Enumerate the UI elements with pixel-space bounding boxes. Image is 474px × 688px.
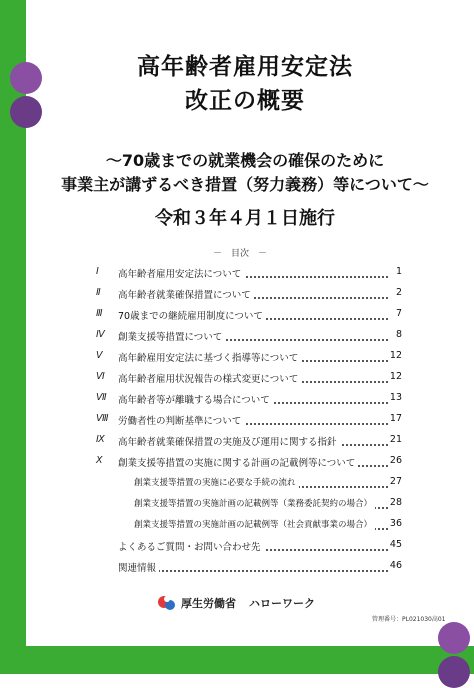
toc-item[interactable] (96, 287, 402, 308)
toc-sub-item-label: 創業支援等措置の実施計画の記載例等（社会貢献事業の場合） (134, 518, 375, 530)
toc-item-number: Ⅰ (96, 266, 99, 277)
toc-extra-item-page: 45 (389, 539, 402, 550)
toc-sub-item-label: 創業支援等措置の実施計画の記載例等（業務委託契約の場合） (134, 497, 375, 509)
table-of-contents (96, 266, 402, 581)
toc-item-label: 高年齢者雇用安定法について (118, 266, 244, 280)
purple-circle-decoration (438, 622, 470, 654)
toc-extra-item-label: よくあるご質問・お問い合わせ先 (118, 539, 264, 553)
toc-item-label: 創業支援等措置の実施に関する計画の記載例等について (118, 455, 358, 469)
toc-extra-item[interactable] (96, 560, 402, 581)
toc-sub-item[interactable] (96, 497, 402, 518)
toc-item-page: 26 (389, 455, 402, 466)
toc-item-label: 高年齢雇用安定法に基づく指導等について (118, 350, 301, 364)
toc-item-number: Ⅹ (96, 455, 103, 466)
toc-item[interactable] (96, 329, 402, 350)
purple-circle-decoration (438, 656, 470, 688)
toc-item[interactable] (96, 413, 402, 434)
document-title-line1: 高年齢者雇用安定法 (137, 54, 353, 80)
toc-item-page: 2 (388, 287, 402, 298)
toc-item[interactable] (96, 455, 402, 476)
toc-item[interactable] (96, 266, 402, 287)
toc-item-label: 創業支援等措置について (118, 329, 225, 343)
toc-sub-item-page: 28 (389, 497, 402, 508)
toc-extra-item-label: 関連情報 (118, 560, 159, 574)
toc-item-label: 高年齢者就業確保措置の実施及び運用に関する指針 (118, 434, 340, 448)
toc-extra-item-page: 46 (389, 560, 402, 571)
toc-item-label: 高年齢者雇用状況報告の様式変更について (118, 371, 301, 385)
toc-sub-item-page: 36 (389, 518, 402, 529)
toc-item-number: Ⅴ (96, 350, 103, 361)
toc-item-page: 12 (389, 350, 402, 361)
mhlw-logo-icon (158, 594, 176, 612)
toc-item[interactable] (96, 392, 402, 413)
toc-item-page: 7 (388, 308, 402, 319)
toc-extra-item[interactable] (96, 539, 402, 560)
toc-item-number: Ⅷ (96, 413, 109, 424)
toc-item-page: 8 (388, 329, 402, 340)
toc-item-label: 高年齢者等が離職する場合について (118, 392, 273, 406)
toc-item-number: Ⅳ (96, 329, 105, 340)
toc-item-number: Ⅸ (96, 434, 105, 445)
toc-item-label: 労働者性の判断基準について (118, 413, 244, 427)
ministry-name: 厚生労働省 (181, 597, 236, 610)
toc-sub-item-page: 27 (389, 476, 402, 487)
effective-date: 令和３年４月１日施行 (155, 208, 335, 229)
toc-heading: － 目次 － (212, 249, 267, 259)
toc-item-page: 13 (389, 392, 402, 403)
footer-logo (158, 594, 315, 612)
toc-sub-item-label: 創業支援等措置の実施に必要な手続の流れ (134, 476, 299, 488)
toc-item-page: 12 (389, 371, 402, 382)
bottom-green-bar (0, 646, 474, 674)
toc-item-page: 17 (389, 413, 402, 424)
toc-item-label: 高年齢者就業確保措置について (118, 287, 254, 301)
toc-item-number: Ⅶ (96, 392, 107, 403)
toc-sub-item[interactable] (96, 518, 402, 539)
toc-item[interactable] (96, 350, 402, 371)
toc-item-page: 21 (389, 434, 402, 445)
subtitle-line1: ～70歳までの就業機会の確保のために (105, 151, 385, 170)
toc-item-number: Ⅵ (96, 371, 105, 382)
toc-item-number: Ⅱ (96, 287, 101, 298)
toc-item-number: Ⅲ (96, 308, 103, 319)
toc-item[interactable] (96, 308, 402, 329)
toc-item[interactable] (96, 371, 402, 392)
hellowork-name: ハローワーク (249, 597, 315, 610)
subtitle-line2: 事業主が講ずるべき措置（努力義務）等について～ (61, 175, 429, 194)
toc-item-label: 70歳までの継続雇用制度について (118, 308, 266, 322)
toc-item-page: 1 (388, 266, 402, 277)
toc-item[interactable] (96, 434, 402, 455)
management-number: 管理番号：PL021030高01 (372, 616, 446, 623)
document-title-line2: 改正の概要 (185, 88, 305, 114)
toc-sub-item[interactable] (96, 476, 402, 497)
